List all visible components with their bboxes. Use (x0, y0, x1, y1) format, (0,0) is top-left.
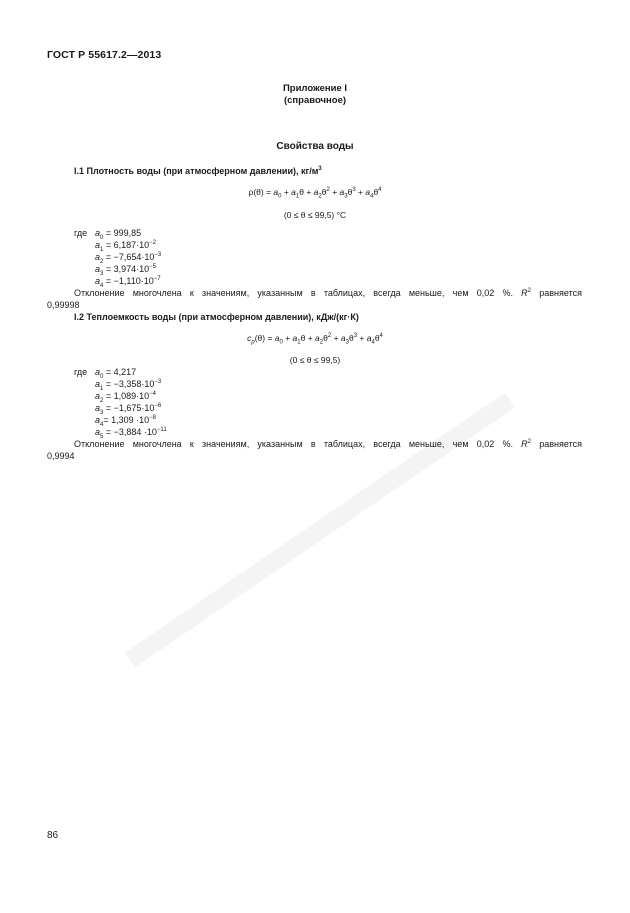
density-coef-3: $a_3 = 3,974\cdot 10^{-5}$ (95, 264, 157, 277)
density-note: Отклонение многочлена к значениям, указанным в таблицах, всегда меньше, чем 0,02 %. $R^2$ равняется (74, 288, 582, 298)
density-coef-1: $a_1 = 6,187\cdot 10^{-2}$ (95, 240, 157, 253)
heat-heading: I.2 Теплоемкость воды (при атмосферном давлении), кДж/(кг·К) (74, 312, 359, 322)
heat-coef-3: $a_3 = -1,675\cdot 10^{-6}$ (95, 403, 162, 416)
density-coef-2: $a_2 = -7,654\cdot 10^{-3}$ (95, 252, 162, 265)
page-number: 86 (47, 830, 59, 841)
density-heading: I.1 Плотность воды (при атмосферном давлении), $кг/м^3$ (74, 166, 322, 176)
heat-where: где (74, 367, 88, 377)
document-header: ГОСТ Р 55617.2—2013 (47, 49, 162, 61)
density-coef-0: $a_0 = 999,85$ (95, 228, 142, 241)
heat-coef-0: $a_0 = 4,217$ (95, 367, 137, 380)
density-where: где (74, 228, 88, 238)
heat-note: Отклонение многочлена к значениям, указанным в таблицах, всегда меньше, чем 0,02 %. $R^2$ равняется (74, 439, 582, 449)
heat-coef-5: $a_5 = -3,884 \cdot 10^{-11}$ (95, 427, 167, 440)
appendix-block (0, 83, 630, 107)
density-note-value: 0,99998 (47, 300, 80, 310)
density-formula: $\rho(\theta) = a_0 + a_1\theta + a_2\theta^2 + a_3\theta^3 + a_4\theta^4$ (248, 187, 382, 200)
heat-formula: $c_p(\theta) = a_0 + a_1\theta + a_2\theta^2 + a_3\theta^3 + a_4\theta^4$ (247, 333, 383, 346)
heat-coef-4: $a_4= 1,309 \cdot 10^{-8}$ (95, 415, 156, 428)
heat-note-value: 0,9994 (47, 451, 75, 461)
heat-range: (0 ≤ θ ≤ 99,5) (289, 355, 341, 365)
heat-coef-2: $a_2 = 1,089\cdot 10^{-4}$ (95, 391, 157, 404)
heat-coef-1: $a_1 = -3,358\cdot 10^{-3}$ (95, 379, 162, 392)
appendix-subtitle: (справочное) (283, 95, 347, 106)
watermark-graphic (110, 380, 530, 680)
appendix-title: Приложение I (282, 83, 348, 94)
density-coef-4: $a_4 = -1,110\cdot 10^{-7}$ (95, 276, 161, 289)
density-range: (0 ≤ θ ≤ 99,5) °C (283, 210, 347, 220)
section-title: Свойства воды (276, 141, 354, 152)
